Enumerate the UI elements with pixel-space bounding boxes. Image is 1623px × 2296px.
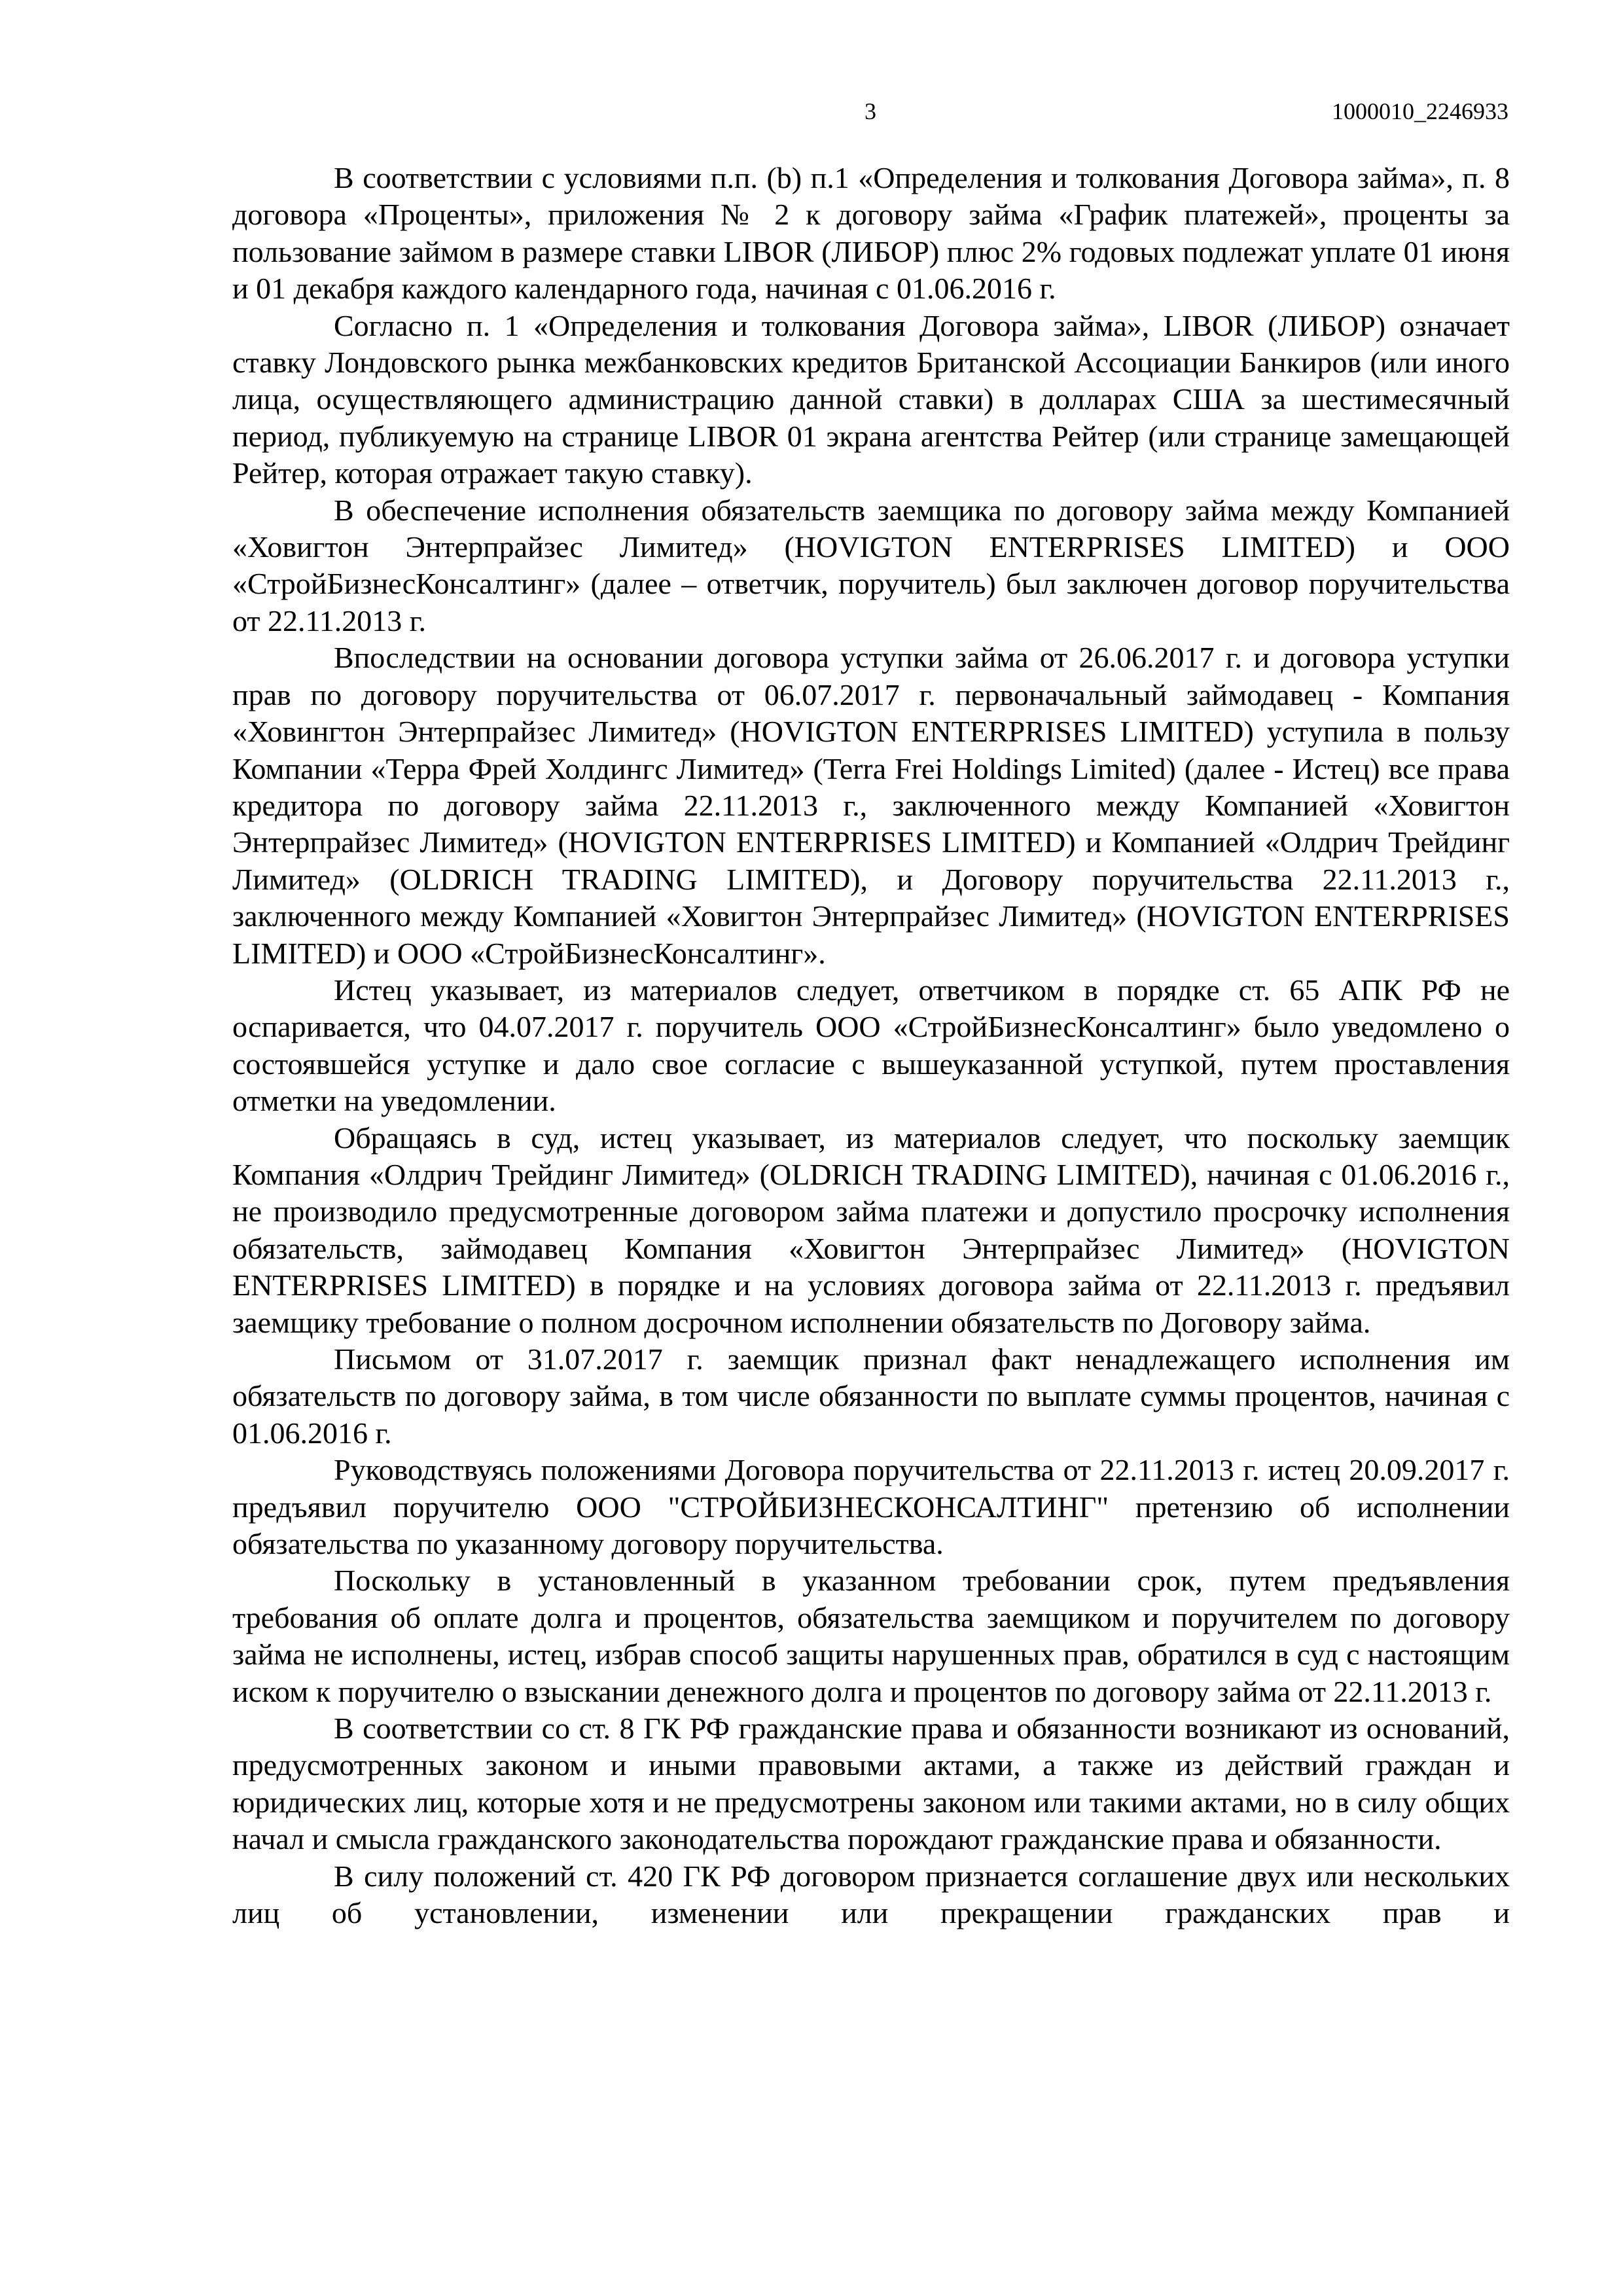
paragraph-notice-of-assignment: Истец указывает, из материалов следует, ответчиком в порядке ст. 65 АПК РФ не оспаривается, что 04.07.2017 г. поручитель ООО «СтройБизнесКонсалтинг» было уведомлено о состоявшейся уступке и дало свое согласие с вышеуказанной уступкой, путем проставления отметки на уведомлении. (232, 973, 1510, 1118)
paragraph-civil-code-art-420: В силу положений ст. 420 ГК РФ договором признается соглашение двух или нескольких лиц об установлении, изменении или прекращении гражданских прав и (232, 1859, 1510, 1930)
paragraph-surety-agreement: В обеспечение исполнения обязательств заемщика по договору займа между Компанией «Ховигтон Энтерпрайзес Лимитед» (HOVIGTON ENTERPRISES LIMITED) и ООО «СтройБизнесКонсалтинг» (далее – ответчик, поручитель) был заключен договор поручительства от 22.11.2013 г. (232, 493, 1510, 637)
paragraph-pretrial-claim: Руководствуясь положениями Договора поручительства от 22.11.2013 г. истец 20.09.2017 г. предъявил поручителю ООО "СТРОЙБИЗНЕСКОНСАЛТИНГ" претензию об исполнении обязательства по указанному договору поручительства. (232, 1453, 1510, 1561)
paragraph-civil-code-art-8: В соответствии со ст. 8 ГК РФ гражданские права и обязанности возникают из оснований, предусмотренных законом и иными правовыми актами, а также из действий граждан и юридических лиц, которые хотя и не предусмотрены законом или такими актами, но в силу общих начал и смысла гражданского законодательства порождают гражданские права и обязанности. (232, 1712, 1510, 1856)
paragraph-claim-grounds: Обращаясь в суд, истец указывает, из материалов следует, что поскольку заемщик Компания «Олдрич Трейдинг Лимитед» (OLDRICH TRADING LIMITED), начиная с 01.06.2016 г., не производило предусмотренные договором займа платежи и допустило просрочку исполнения обязательств, займодавец Компания «Ховигтон Энтерпрайзес Лимитед» (HOVIGTON ENTERPRISES LIMITED) в порядке и на условиях договора займа от 22.11.2013 г. предъявил заемщику требование о полном досрочном исполнении обязательств по Договору займа. (232, 1121, 1510, 1339)
paragraph-libor-definition: Согласно п. 1 «Определения и толкования Договора займа», LIBOR (ЛИБОР) означает ставку Лондовского рынка межбанковских кредитов Британской Ассоциации Банкиров (или иного лица, осуществляющего администрацию данной ставки) в долларах США за шестимесячный период, публикуемую на странице LIBOR 01 экрана агентства Рейтер (или странице замещающей Рейтер, которая отражает такую ставку). (232, 308, 1510, 490)
document-id: 1000010_2246933 (1332, 98, 1508, 124)
paragraph-interest-terms: В соответствии с условиями п.п. (b) п.1 «Определения и толкования Договора займа», п. 8 договора «Проценты», приложения № 2 к договору займа «График платежей», проценты за пользование займом в размере ставки LIBOR (ЛИБОР) плюс 2% годовых подлежат уплате 01 июня и 01 декабря каждого календарного года, начиная с 01.06.2016 г. (232, 161, 1510, 306)
paragraph-borrower-letter: Письмом от 31.07.2017 г. заемщик признал факт ненадлежащего исполнения им обязательств по договору займа, в том числе обязанности по выплате суммы процентов, начиная с 01.06.2016 г. (232, 1342, 1510, 1450)
page-number: 3 (865, 98, 876, 124)
document-body (232, 160, 1510, 1932)
paragraph-lawsuit-filing: Поскольку в установленный в указанном требовании срок, путем предъявления требования об оплате долга и процентов, обязательства заемщиком и поручителем по договору займа не исполнены, истец, избрав способ защиты нарушенных прав, обратился в суд с настоящим иском к поручителю о взыскании денежного долга и процентов по договору займа от 22.11.2013 г. (232, 1564, 1510, 1708)
paragraph-assignment: Впоследствии на основании договора уступки займа от 26.06.2017 г. и договора уступки прав по договору поручительства от 06.07.2017 г. первоначальный займодавец - Компания «Ховингтон Энтерпрайзес Лимитед» (HOVIGTON ENTERPRISES LIMITED) уступила в пользу Компании «Терра Фрей Холдингс Лимитед» (Terra Frei Holdings Limited) (далее - Истец) все права кредитора по договору займа 22.11.2013 г., заключенного между Компанией «Ховигтон Энтерпрайзес Лимитед» (HOVIGTON ENTERPRISES LIMITED) и Компанией «Олдрич Трейдинг Лимитед» (OLDRICH TRADING LIMITED), и Договору поручительства 22.11.2013 г., заключенного между Компанией «Ховигтон Энтерпрайзес Лимитед» (HOVIGTON ENTERPRISES LIMITED) и ООО «СтройБизнесКонсалтинг». (232, 641, 1510, 970)
